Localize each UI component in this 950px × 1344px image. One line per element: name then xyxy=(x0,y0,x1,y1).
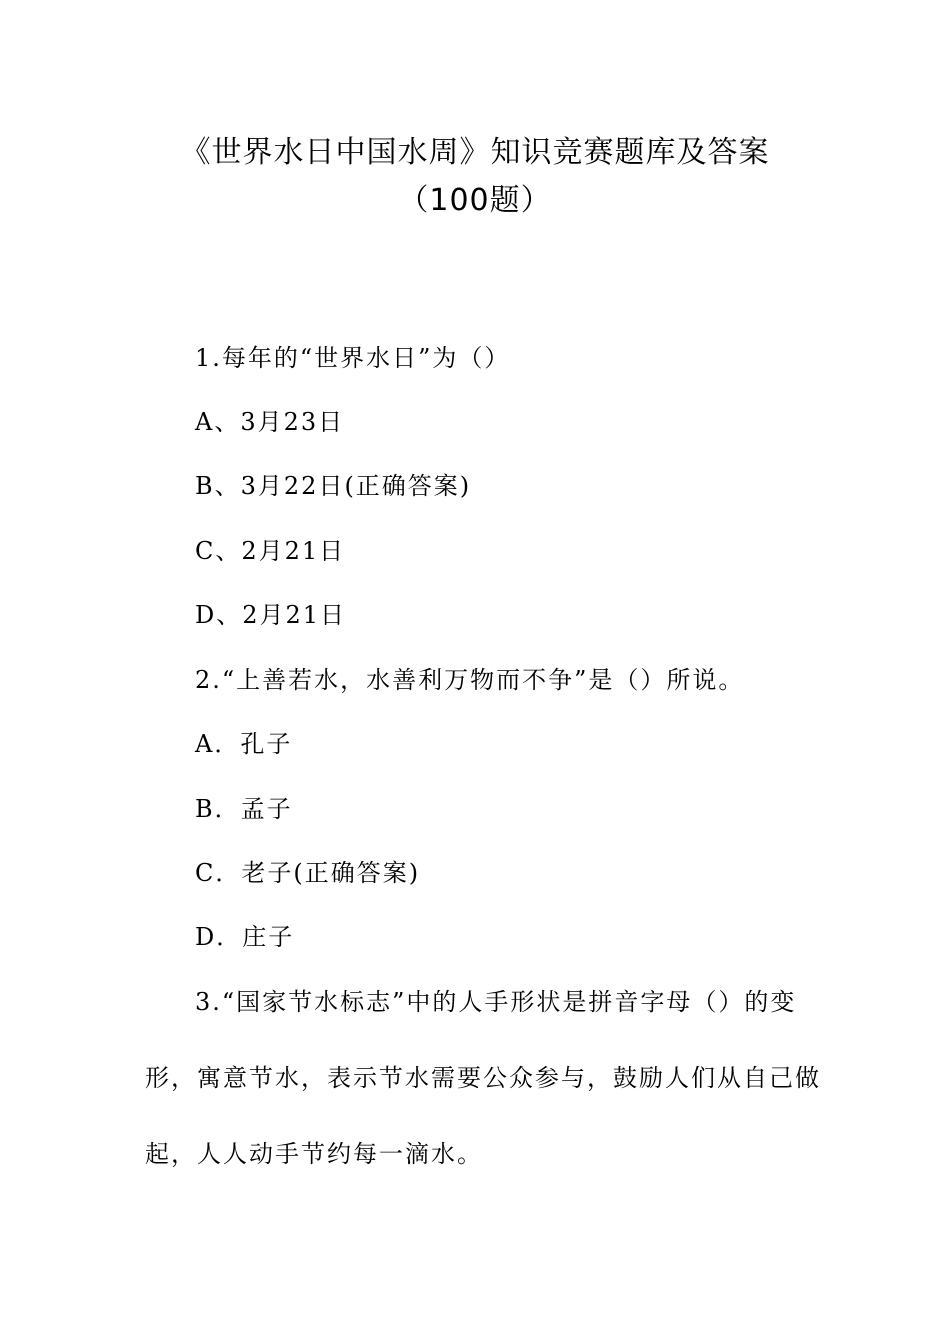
document-title: 《世界水日中国水周》知识竞赛题库及答案 xyxy=(180,135,770,170)
question-3-text-line-2: 形，寓意节水，表示节水需要公众参与，鼓励人们从自己做 xyxy=(145,1064,821,1092)
question-1-option-c: C、2月21日 xyxy=(195,537,346,565)
question-1-option-d: D、2月21日 xyxy=(195,601,347,629)
question-1-option-a: A、3月23日 xyxy=(195,408,345,436)
question-2-option-d: D．庄子 xyxy=(195,923,295,951)
question-3-text-line-3: 起，人人动手节约每一滴水。 xyxy=(145,1140,483,1168)
question-2-option-a: A．孔子 xyxy=(195,730,293,758)
question-2-text: 2.“上善若水，水善利万物而不争”是（）所说。 xyxy=(195,666,745,694)
document-subtitle: （100题） xyxy=(398,183,552,218)
question-2-option-b: B．孟子 xyxy=(195,795,293,823)
question-1-option-b: B、3月22日(正确答案) xyxy=(195,472,472,500)
question-1-text: 1.每年的“世界水日”为（） xyxy=(195,344,511,372)
question-2-option-c: C．老子(正确答案) xyxy=(195,859,421,887)
question-3-text-line-1: 3.“国家节水标志”中的人手形状是拼音字母（）的变 xyxy=(195,988,797,1016)
